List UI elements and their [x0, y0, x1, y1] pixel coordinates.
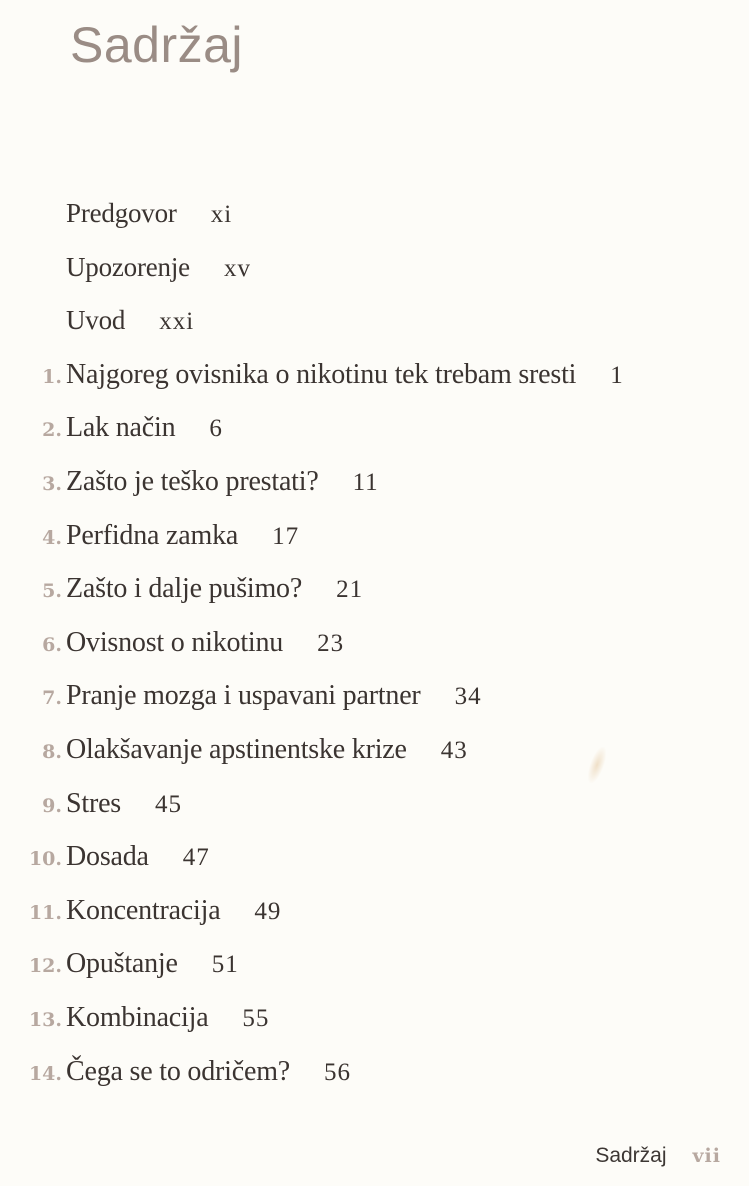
toc-entry-predgovor[interactable]	[0, 198, 749, 252]
chapter-page: 6	[209, 415, 223, 443]
toc-chapter-4[interactable]	[0, 520, 749, 574]
toc-entry-page: xi	[210, 201, 233, 228]
toc-entry-page: xv	[223, 254, 251, 282]
chapter-title: Kombinacija	[66, 1001, 209, 1033]
chapter-title: Pranje mozga i uspavani partner	[66, 680, 421, 712]
chapter-page: 56	[324, 1058, 352, 1086]
toc-chapter-2[interactable]	[0, 412, 749, 466]
toc-chapter-13[interactable]	[0, 1002, 749, 1056]
page-title: Sadržaj	[70, 17, 244, 73]
chapter-page: 21	[336, 576, 364, 604]
chapter-page: 23	[317, 629, 345, 657]
toc-chapter-9[interactable]	[0, 788, 749, 842]
chapter-number: 12.	[28, 955, 62, 978]
toc-chapter-7[interactable]	[0, 680, 749, 734]
chapter-page: 45	[155, 790, 183, 818]
page-footer	[595, 1144, 721, 1168]
toc-chapter-10[interactable]	[0, 841, 749, 895]
chapter-page: 47	[182, 844, 210, 872]
chapter-title: Zašto je teško prestati?	[66, 465, 319, 497]
toc-chapter-1[interactable]	[0, 359, 749, 413]
chapter-number: 1.	[42, 365, 62, 388]
chapter-page: 17	[272, 522, 300, 550]
toc-chapter-8[interactable]	[0, 734, 749, 788]
table-of-contents	[0, 198, 749, 1109]
chapter-number: 11.	[28, 901, 62, 924]
toc-chapter-12[interactable]	[0, 948, 749, 1002]
chapter-page: 43	[440, 736, 468, 764]
chapter-number: 2.	[42, 419, 62, 442]
toc-entry-page: xxi	[159, 308, 195, 336]
toc-chapter-14[interactable]	[0, 1056, 749, 1110]
chapter-title: Ovisnost o nikotinu	[66, 626, 284, 658]
chapter-number: 14.	[28, 1062, 62, 1085]
running-head: Sadržaj	[595, 1144, 667, 1167]
chapter-title: Čega se to odričem?	[66, 1055, 291, 1087]
page-number: vii	[692, 1145, 721, 1167]
chapter-number: 8.	[42, 740, 62, 763]
chapter-title: Olakšavanje apstinentske krize	[66, 733, 407, 765]
chapter-page: 11	[352, 468, 379, 496]
chapter-title: Dosada	[66, 841, 149, 873]
chapter-title: Najgoreg ovisnika o nikotinu tek trebam sresti	[66, 358, 577, 390]
chapter-title: Koncentracija	[66, 894, 221, 926]
toc-chapter-3[interactable]	[0, 466, 749, 520]
chapter-number: 13.	[28, 1008, 62, 1031]
chapter-number: 10.	[28, 848, 62, 871]
chapter-number: 3.	[42, 472, 62, 495]
toc-entry-upozorenje[interactable]	[0, 252, 749, 306]
chapter-page: 51	[211, 951, 239, 979]
chapter-page: 55	[242, 1004, 270, 1032]
chapter-title: Lak način	[66, 412, 176, 444]
chapter-number: 4.	[42, 526, 62, 549]
chapter-number: 7.	[42, 687, 62, 710]
toc-entry-title: Upozorenje	[66, 251, 190, 282]
toc-chapter-6[interactable]	[0, 627, 749, 681]
chapter-title: Zašto i dalje pušimo?	[66, 573, 303, 605]
chapter-title: Perfidna zamka	[66, 519, 239, 551]
toc-entry-title: Predgovor	[66, 198, 177, 228]
chapter-title: Opuštanje	[66, 948, 178, 980]
toc-entry-uvod[interactable]	[0, 305, 749, 359]
chapter-page: 34	[454, 683, 482, 711]
toc-chapter-5[interactable]	[0, 573, 749, 627]
chapter-number: 6.	[42, 633, 62, 656]
chapter-title: Stres	[66, 787, 122, 819]
toc-chapter-11[interactable]	[0, 895, 749, 949]
toc-entry-title: Uvod	[66, 305, 126, 336]
chapter-page: 49	[254, 897, 282, 925]
chapter-page: 1	[610, 361, 624, 389]
chapter-number: 9.	[42, 794, 62, 817]
chapter-number: 5.	[42, 580, 62, 603]
